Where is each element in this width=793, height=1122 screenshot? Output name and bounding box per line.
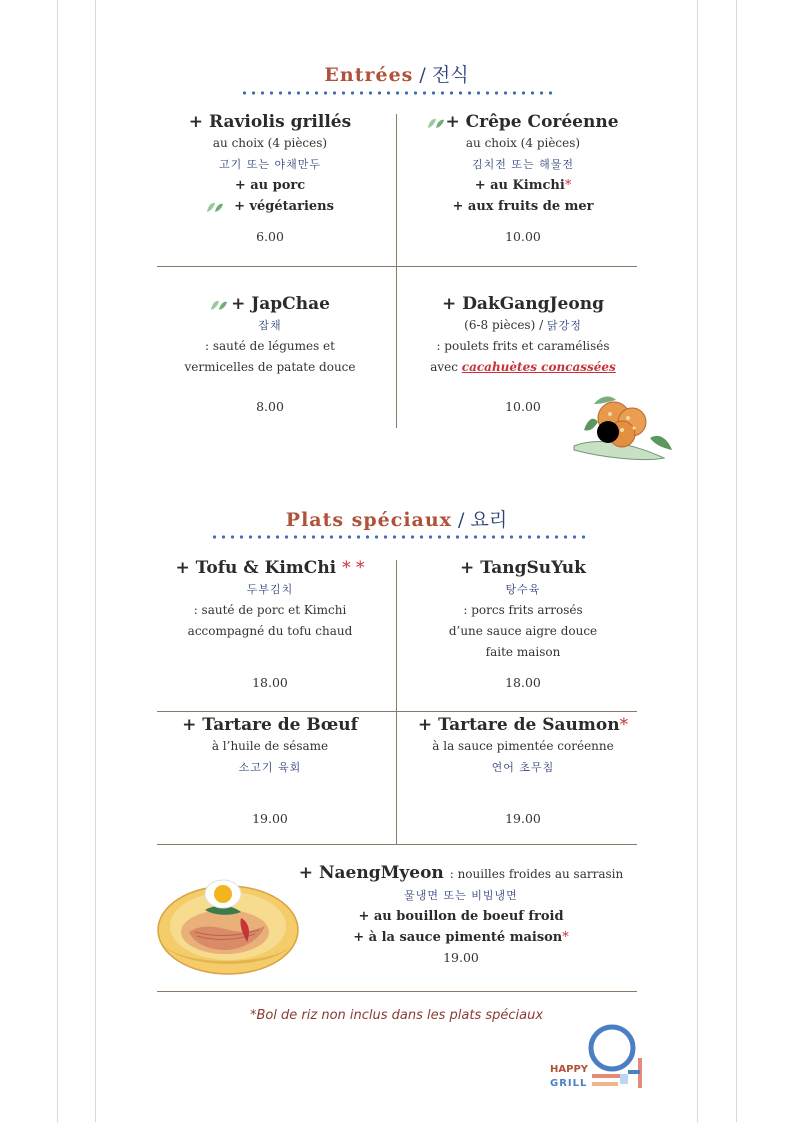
item-korean: 잡채 bbox=[258, 319, 282, 332]
menu-item-tartare-boeuf bbox=[157, 714, 383, 826]
plats-title-fr: Plats spéciaux bbox=[285, 509, 452, 531]
item-name: + DakGangJeong bbox=[442, 294, 604, 314]
item-sub: à la sauce pimentée coréenne bbox=[432, 739, 614, 753]
item-sub: au choix (4 pièces) bbox=[212, 136, 328, 150]
item-desc-2 bbox=[410, 357, 636, 378]
leaf-icon bbox=[210, 299, 228, 311]
item-option-2: + aux fruits de mer bbox=[452, 199, 594, 214]
fried-chicken-illustration bbox=[564, 388, 678, 468]
item-option: + au porc bbox=[234, 178, 306, 193]
item-korean: 소고기 육회 bbox=[238, 761, 302, 774]
leaf-icon bbox=[206, 201, 224, 213]
item-desc-2: d’une sauce aigre douce bbox=[448, 624, 598, 638]
item-desc-1: : sauté de porc et Kimchi bbox=[193, 603, 347, 617]
item-name-row bbox=[157, 293, 383, 315]
entrees-title-ko: 전식 bbox=[431, 64, 469, 86]
menu-item-tofu-kimchi bbox=[157, 557, 383, 690]
menu-item-raviolis bbox=[157, 111, 383, 244]
item-desc-2-highlight: cacahuètes concassées bbox=[461, 360, 616, 374]
item-option: + au bouillon de boeuf froid bbox=[358, 909, 564, 924]
leaf-icon bbox=[427, 117, 445, 129]
logo-text-grill: GRILL bbox=[550, 1078, 588, 1089]
plats-vertical-divider bbox=[396, 560, 397, 844]
item-option-veg-label: + végétariens bbox=[234, 199, 334, 214]
item-price: 19.00 bbox=[443, 950, 479, 965]
item-desc-3: faite maison bbox=[485, 645, 561, 659]
plats-title-ko: 요리 bbox=[470, 509, 508, 531]
entrees-horizontal-divider bbox=[157, 266, 637, 267]
item-price: 6.00 bbox=[256, 229, 284, 244]
item-korean: 탕수육 bbox=[505, 583, 541, 596]
plats-horizontal-divider-1 bbox=[157, 711, 637, 712]
entrees-title bbox=[0, 60, 793, 87]
item-name: + Crêpe Coréenne bbox=[445, 112, 619, 132]
item-option-veg bbox=[157, 196, 383, 217]
naengmyeon-bowl-illustration bbox=[155, 870, 301, 982]
item-price: 10.00 bbox=[505, 399, 541, 414]
item-name: + Raviolis grillés bbox=[188, 112, 352, 132]
item-star: * * bbox=[342, 558, 365, 578]
plats-title-sep: / bbox=[458, 509, 465, 531]
item-korean: 김치전 또는 해물전 bbox=[471, 158, 574, 171]
entrees-title-fr: Entrées bbox=[324, 64, 414, 86]
item-name: + JapChae bbox=[231, 294, 330, 314]
item-name-desc: : nouilles froides au sarrasin bbox=[449, 867, 624, 881]
entrees-title-sep: / bbox=[419, 64, 426, 86]
item-name-row bbox=[410, 111, 636, 133]
item-name: + NaengMyeon bbox=[298, 863, 444, 883]
item-price: 8.00 bbox=[256, 399, 284, 414]
menu-item-naengmyeon bbox=[294, 862, 628, 965]
item-korean: 고기 또는 야채만두 bbox=[218, 158, 321, 171]
item-name-row bbox=[294, 862, 628, 885]
happy-grill-logo bbox=[548, 1022, 652, 1096]
frame-line-right-outer bbox=[736, 0, 737, 1122]
item-price: 10.00 bbox=[505, 229, 541, 244]
menu-item-tartare-saumon bbox=[410, 714, 636, 826]
item-name-row bbox=[410, 714, 636, 736]
item-desc-2: accompagné du tofu chaud bbox=[187, 624, 353, 638]
item-desc-2-pre: avec bbox=[430, 360, 462, 374]
item-option-star: * bbox=[564, 178, 572, 193]
item-sub-row bbox=[410, 315, 636, 336]
item-option bbox=[410, 175, 636, 196]
item-desc-1: : porcs frits arrosés bbox=[463, 603, 583, 617]
item-option-label: + au Kimchi bbox=[474, 178, 565, 193]
entrees-dotted-divider bbox=[240, 91, 556, 95]
item-price: 19.00 bbox=[252, 811, 288, 826]
item-desc-1: : poulets frits et caramélisés bbox=[436, 339, 610, 353]
item-korean: 물냉면 또는 비빔냉면 bbox=[404, 889, 518, 902]
plats-horizontal-divider-3 bbox=[157, 991, 637, 992]
item-star: * bbox=[619, 715, 629, 735]
item-option-2-label: + à la sauce pimenté maison bbox=[353, 930, 563, 945]
plats-dotted-divider bbox=[210, 535, 586, 539]
item-option-star: * bbox=[562, 930, 569, 945]
menu-item-crepe bbox=[410, 111, 636, 244]
entrees-vertical-divider bbox=[396, 114, 397, 428]
item-name: + Tofu & KimChi bbox=[175, 558, 337, 578]
footnote: *Bol de riz non inclus dans les plats spéciaux bbox=[249, 1008, 544, 1023]
item-korean: 두부김치 bbox=[246, 583, 294, 596]
item-name-row bbox=[157, 557, 383, 579]
frame-line-left-outer bbox=[57, 0, 58, 1122]
item-option-2 bbox=[294, 927, 628, 948]
item-korean: 연어 초무침 bbox=[491, 761, 555, 774]
item-sub: au choix (4 pièces) bbox=[465, 136, 581, 150]
item-sub: à l’huile de sésame bbox=[211, 739, 329, 753]
logo-text-happy: HAPPY bbox=[550, 1064, 589, 1075]
item-korean: 닭강정 bbox=[546, 319, 582, 332]
item-desc-2: vermicelles de patate douce bbox=[184, 360, 356, 374]
menu-item-japchae bbox=[157, 293, 383, 414]
plats-horizontal-divider-2 bbox=[157, 844, 637, 845]
item-name: + Tartare de Saumon bbox=[417, 715, 620, 735]
plats-title bbox=[0, 505, 793, 532]
item-price: 19.00 bbox=[505, 811, 541, 826]
item-desc-1: : sauté de légumes et bbox=[205, 339, 335, 353]
item-price: 18.00 bbox=[252, 675, 288, 690]
item-name: + Tartare de Bœuf bbox=[182, 715, 358, 735]
item-name: + TangSuYuk bbox=[460, 558, 586, 578]
item-sub: (6-8 pièces) / bbox=[464, 318, 544, 332]
frame-line-left-inner bbox=[95, 0, 96, 1122]
frame-line-right-inner bbox=[697, 0, 698, 1122]
menu-item-tangsuyuk bbox=[410, 557, 636, 690]
item-price: 18.00 bbox=[505, 675, 541, 690]
